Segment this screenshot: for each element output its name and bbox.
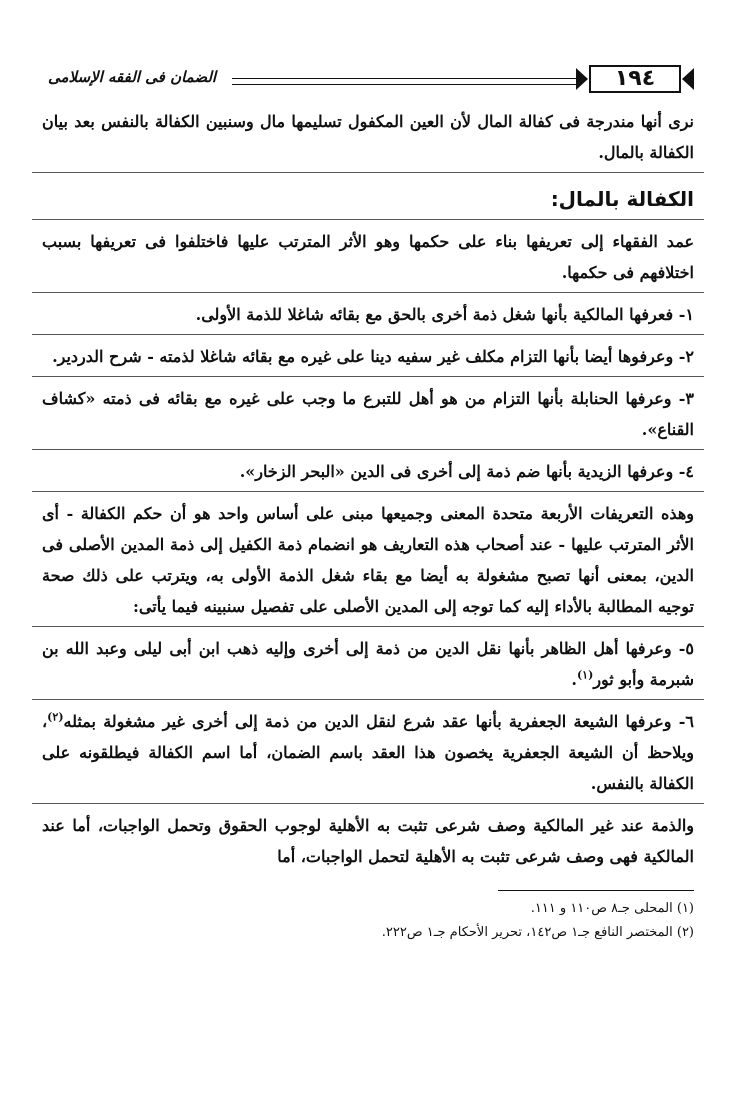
book-page [42, 62, 694, 1062]
footnote-1: (١) المحلى جـ٨ ص١١٠ و ١١١. [530, 901, 694, 916]
divider [32, 334, 704, 335]
header-rule [232, 78, 576, 85]
definition-jafari-rest: ، ويلاحظ أن الشيعة الجعفرية يخصون هذا العقد باسم الضمان، أما اسم الكفالة فيطلقونه على الكفالة بالنفس. [42, 712, 694, 793]
footnote-rule [498, 890, 694, 891]
page-number-badge [576, 64, 694, 94]
definition-maliki-1: ١- فعرفها المالكية بأنها شغل ذمة أخرى بالحق مع بقائه شاغلا للذمة الأولى. [195, 305, 694, 324]
definition-jafari-text: ٦- وعرفها الشيعة الجعفرية بأنها عقد شرع لنقل الدين من ذمة إلى أخرى غير مشغولة بمثله [63, 712, 694, 731]
divider [32, 449, 704, 450]
definition-zahiri-text: ٥- وعرفها أهل الظاهر بأنها نقل الدين من ذمة إلى أخرى وإليه ذهب ابن أبى ليلى وعبد الله بن شبرمة وأبو ثور [42, 639, 694, 689]
divider [32, 376, 704, 377]
divider [32, 219, 704, 220]
definition-zahiri-end: . [571, 670, 577, 689]
divider [32, 292, 704, 293]
running-header [42, 62, 694, 106]
paragraph-definition-intro: عمد الفقهاء إلى تعريفها بناء على حكمها وهو الأثر المترتب عليها فاختلفوا فى تعريفها بسبب اختلافهم فى حكمها. [42, 232, 694, 282]
page-number: ١٩٤ [614, 66, 656, 91]
footnotes [42, 890, 694, 945]
section-heading: الكفالة بالمال: [550, 187, 694, 211]
definition-zahiri [42, 633, 694, 695]
paragraph-analysis: وهذه التعريفات الأربعة متحدة المعنى وجميعها مبنى على أساس واحد هو أن حكم الكفالة - أى الأثر المترتب عليها - عند أصحاب هذه التعاريف هو انضمام ذمة الكفيل إلى ذمة المدين الأصلى فى الدين، بمعنى أنها تصبح مشغولة به أيضا مع بقاء شغل الذمة الأولى به، ويترتب على ذلك صحة توجيه المطالبة بالأداء إليه كما توجه إلى المدين الأصلى على تفصيل سنبينه فيما يأتى: [42, 504, 694, 616]
divider [32, 803, 704, 804]
divider [32, 172, 704, 173]
definition-jafari [42, 706, 694, 799]
book-title: الضمان فى الفقه الإسلامى [48, 68, 217, 86]
divider [32, 699, 704, 700]
definition-zaydi: ٤- وعرفها الزيدية بأنها ضم ذمة إلى أخرى فى الدين «البحر الزخار». [239, 462, 694, 481]
footnote-ref-2: (٢) [47, 710, 64, 724]
divider [32, 491, 704, 492]
definition-hanbali: ٣- وعرفها الحنابلة بأنها التزام من هو أهل للتبرع ما وجب على غيره مع بقائه فى ذمته «كشاف القناع». [42, 389, 694, 439]
footnote-ref-1: (١) [576, 668, 594, 682]
definition-maliki-2: ٢- وعرفوها أيضا بأنها التزام مكلف غير سفيه دينا على غيره مع بقائه شاغلا لذمته - شرح الدردير. [52, 347, 694, 366]
paragraph-dhimma: والذمة عند غير المالكية وصف شرعى تثبت به الأهلية لوجوب الحقوق وتحمل الواجبات، أما عند المالكية فهى وصف شرعى تثبت به الأهلية لتحمل الواجبات، أما [42, 816, 694, 866]
footnote-2: (٢) المختصر النافع جـ١ ص١٤٢، تحرير الأحكام جـ١ ص٢٢٢. [381, 925, 694, 940]
divider [32, 626, 704, 627]
intro-paragraph: نرى أنها مندرجة فى كفالة المال لأن العين المكفول تسليمها مال وسنبين الكفالة بالنفس بعد بيان الكفالة بالمال. [42, 112, 694, 162]
